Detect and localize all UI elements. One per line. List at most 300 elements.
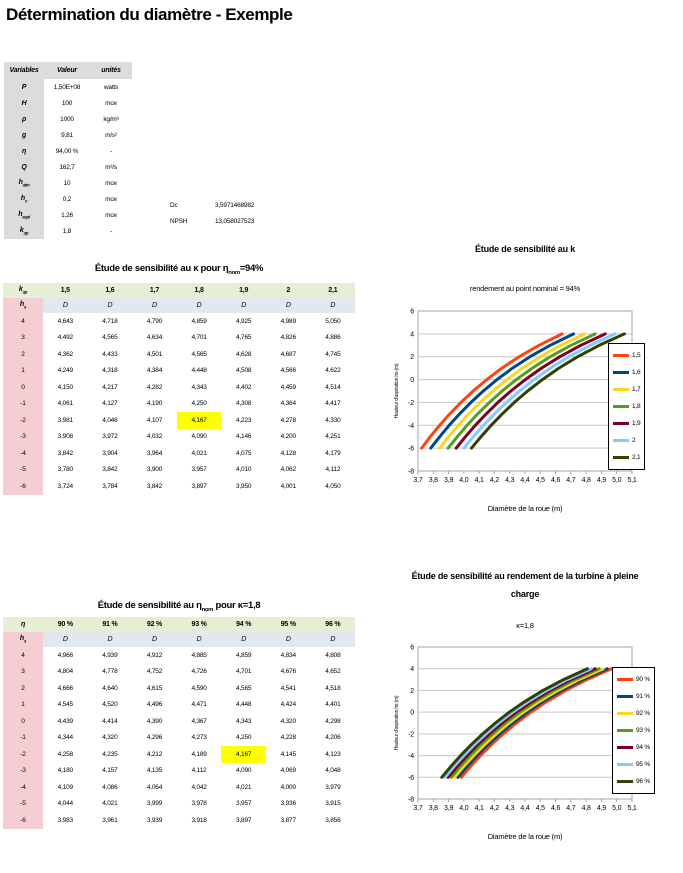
- x-tick-label: 4,9: [596, 477, 606, 484]
- variable-name-cell[interactable]: [4, 95, 44, 111]
- table-cell[interactable]: 4,212: [146, 750, 163, 758]
- x-axis-title: Diamètre de la roue (m): [487, 832, 563, 841]
- table-column-header[interactable]: 96 %: [311, 617, 356, 632]
- d-header-cell[interactable]: D: [311, 298, 356, 313]
- table-cell[interactable]: 3,842: [146, 482, 163, 490]
- table-cell[interactable]: 4,258: [57, 750, 73, 758]
- table-cell[interactable]: 4,318: [102, 367, 118, 375]
- table-cell[interactable]: 4,765: [236, 334, 252, 342]
- table-column-header[interactable]: 1,8: [177, 283, 222, 298]
- table-cell[interactable]: 4,069: [280, 767, 296, 775]
- variable-value-cell[interactable]: 1,26: [61, 211, 73, 219]
- table-cell[interactable]: 4,298: [325, 717, 341, 725]
- table-cell[interactable]: 4,885: [191, 651, 207, 659]
- table-cell[interactable]: 4,228: [280, 734, 296, 742]
- table-column-header[interactable]: 91 %: [88, 617, 133, 632]
- table-cell[interactable]: 4,123: [325, 750, 341, 758]
- table-cell[interactable]: 4,565: [236, 684, 252, 692]
- d-header-cell[interactable]: D: [221, 632, 266, 647]
- y-tick-label: -4: [408, 753, 414, 761]
- table-column-header[interactable]: 1,9: [221, 283, 266, 298]
- table-cell[interactable]: 4,135: [146, 767, 163, 775]
- variable-value-cell[interactable]: 1,50E+08: [53, 83, 81, 91]
- table-row: [3, 412, 355, 429]
- table-cell[interactable]: 3,983: [57, 816, 73, 824]
- table-cell[interactable]: 4,859: [191, 317, 207, 325]
- table-cell[interactable]: 4,042: [191, 783, 207, 791]
- legend-entry[interactable]: [617, 722, 650, 739]
- table-cell[interactable]: 4,064: [146, 783, 163, 791]
- table-row: [3, 379, 355, 396]
- variable-name-cell[interactable]: [4, 79, 44, 95]
- table-cell[interactable]: 4,718: [102, 317, 118, 325]
- variable-value-cell[interactable]: 94,00 %: [55, 147, 79, 155]
- table-cell[interactable]: 4,433: [102, 350, 118, 358]
- table-column-header[interactable]: 95 %: [266, 617, 311, 632]
- table-cell[interactable]: 4,296: [146, 734, 163, 742]
- table-cell[interactable]: 3,950: [236, 482, 252, 490]
- row-label-cell[interactable]: 1: [3, 363, 43, 380]
- y-tick-label: -4: [408, 422, 414, 430]
- table-cell[interactable]: 4,128: [280, 449, 296, 457]
- table-cell[interactable]: 4,362: [57, 350, 73, 358]
- x-tick-label: 3,7: [413, 805, 423, 812]
- npsh-value[interactable]: 13,058027523: [215, 217, 255, 225]
- table-cell[interactable]: 4,565: [191, 350, 207, 358]
- table-cell[interactable]: 4,565: [102, 334, 118, 342]
- table-cell[interactable]: 4,032: [146, 433, 163, 441]
- table-cell[interactable]: 3,964: [146, 449, 163, 457]
- table-cell[interactable]: 4,701: [236, 668, 252, 676]
- table-cell[interactable]: 4,518: [325, 684, 341, 692]
- d-header-cell[interactable]: D: [88, 632, 133, 647]
- table-cell[interactable]: 4,939: [102, 651, 118, 659]
- variable-name-cell[interactable]: [4, 127, 44, 143]
- variable-value-cell[interactable]: 0,2: [62, 195, 72, 203]
- table-cell[interactable]: 4,566: [280, 367, 296, 375]
- legend-entry[interactable]: [617, 705, 650, 722]
- legend-entry[interactable]: [613, 432, 640, 449]
- variables-header-unites[interactable]: unités: [90, 62, 132, 79]
- table-cell[interactable]: 4,448: [236, 701, 252, 709]
- table-cell[interactable]: 4,021: [102, 800, 118, 808]
- table-cell[interactable]: 4,514: [325, 383, 341, 391]
- table-cell[interactable]: 4,112: [191, 767, 207, 775]
- table-column-header[interactable]: 90 %: [43, 617, 88, 632]
- variable-row: [4, 175, 132, 191]
- table-subheader-row: [3, 298, 355, 313]
- table-row: [3, 763, 355, 780]
- chart-k-sensitivity[interactable]: [390, 238, 683, 533]
- table-cell[interactable]: 4,050: [325, 482, 341, 490]
- table-cell[interactable]: 4,778: [102, 668, 118, 676]
- table-cell[interactable]: 3,999: [146, 800, 163, 808]
- table-cell[interactable]: 4,344: [57, 734, 73, 742]
- table-cell[interactable]: 4,000: [280, 783, 296, 791]
- legend-entry[interactable]: [617, 773, 650, 790]
- row-label-cell[interactable]: -6: [3, 812, 43, 829]
- table-column-header[interactable]: 92 %: [132, 617, 177, 632]
- table-cell[interactable]: 4,343: [191, 383, 207, 391]
- table-cell[interactable]: 4,308: [236, 400, 252, 408]
- table-column-header[interactable]: 93 %: [177, 617, 222, 632]
- variable-name-cell[interactable]: [4, 175, 44, 191]
- variable-value-cell[interactable]: 9,81: [61, 131, 73, 139]
- table-cell[interactable]: 4,925: [236, 317, 252, 325]
- table-cell[interactable]: 3,915: [325, 800, 341, 808]
- table-column-header[interactable]: 2,1: [311, 283, 356, 298]
- table-cell[interactable]: 4,676: [280, 668, 296, 676]
- row-label-cell[interactable]: 0: [3, 713, 43, 730]
- row-label-cell[interactable]: 3: [3, 330, 43, 347]
- table-corner-cell[interactable]: [3, 632, 43, 647]
- table-cell[interactable]: 4,414: [102, 717, 118, 725]
- table-cell[interactable]: 4,459: [280, 383, 296, 391]
- variable-subscript: ap: [23, 230, 29, 236]
- legend-label: 2: [632, 437, 636, 444]
- table-cell[interactable]: 4,615: [146, 684, 163, 692]
- table-corner-cell[interactable]: [3, 283, 43, 298]
- y-tick-label: 6: [410, 308, 414, 316]
- row-label-cell[interactable]: -2: [3, 412, 43, 429]
- table-cell[interactable]: 4,150: [57, 383, 73, 391]
- d-header-cell[interactable]: D: [266, 632, 311, 647]
- table-cell[interactable]: 4,217: [102, 383, 118, 391]
- variables-header-variables[interactable]: Variables: [4, 62, 44, 79]
- table-cell[interactable]: 4,044: [57, 800, 73, 808]
- d-header-cell[interactable]: D: [43, 632, 88, 647]
- table-cell[interactable]: 4,062: [280, 466, 296, 474]
- row-label-cell[interactable]: 2: [3, 346, 43, 363]
- variable-value-cell[interactable]: 1000: [60, 115, 74, 123]
- table-cell[interactable]: 4,402: [236, 383, 252, 391]
- variable-row: [4, 223, 132, 239]
- table-cell[interactable]: 4,273: [191, 734, 207, 742]
- table-cell[interactable]: 3,972: [102, 433, 118, 441]
- variable-unit-cell[interactable]: mce: [105, 211, 117, 219]
- npsh-row: [170, 213, 254, 229]
- row-label-cell[interactable]: -2: [3, 746, 43, 763]
- d-header-cell[interactable]: D: [43, 298, 88, 313]
- table-cell[interactable]: 3,842: [102, 466, 118, 474]
- variable-name-cell[interactable]: [4, 207, 44, 223]
- row-label-cell[interactable]: -5: [3, 462, 43, 479]
- legend-entry[interactable]: [613, 347, 640, 364]
- table-cell[interactable]: 3,897: [191, 482, 207, 490]
- table-cell[interactable]: 3,842: [57, 449, 73, 457]
- variable-unit-cell[interactable]: mce: [105, 99, 117, 107]
- row-label-cell[interactable]: -4: [3, 445, 43, 462]
- table-cell[interactable]: 4,628: [236, 350, 252, 358]
- page-title: Détermination du diamètre - Exemple: [6, 5, 293, 24]
- legend-entry[interactable]: [617, 671, 650, 688]
- table-cell[interactable]: 4,687: [280, 350, 296, 358]
- table-column-header[interactable]: 1,7: [132, 283, 177, 298]
- legend-entry[interactable]: [613, 415, 640, 432]
- variable-row: [4, 207, 132, 223]
- variable-unit-cell[interactable]: mce: [105, 195, 117, 203]
- table-cell[interactable]: 4,701: [191, 334, 207, 342]
- legend-entry[interactable]: [613, 364, 640, 381]
- table-cell[interactable]: 4,179: [325, 449, 341, 457]
- table-cell[interactable]: 4,107: [146, 416, 163, 424]
- table-cell[interactable]: 4,021: [236, 783, 252, 791]
- table-cell[interactable]: 4,250: [191, 400, 207, 408]
- legend-label: 92 %: [636, 710, 651, 717]
- table-cell[interactable]: 4,912: [146, 651, 163, 659]
- d-header-cell[interactable]: D: [177, 298, 222, 313]
- variable-name-cell[interactable]: [4, 143, 44, 159]
- x-tick-label: 4,6: [551, 477, 561, 484]
- table-cell[interactable]: 4,471: [191, 701, 207, 709]
- row-label-cell[interactable]: 2: [3, 680, 43, 697]
- table-cell[interactable]: 3,904: [102, 449, 118, 457]
- table-cell[interactable]: 4,021: [191, 449, 207, 457]
- table-cell[interactable]: 3,957: [236, 800, 252, 808]
- legend-entry[interactable]: [617, 688, 650, 705]
- variable-value-cell[interactable]: 10: [63, 179, 71, 187]
- table-cell[interactable]: 4,367: [191, 717, 207, 725]
- table-cell[interactable]: 4,001: [280, 482, 296, 490]
- variable-name-cell[interactable]: [4, 223, 44, 239]
- table-cell[interactable]: 4,590: [191, 684, 207, 692]
- table-cell[interactable]: 4,086: [102, 783, 118, 791]
- table-cell[interactable]: 4,249: [57, 367, 73, 375]
- table-cell[interactable]: 4,206: [325, 734, 341, 742]
- table-cell[interactable]: 4,200: [280, 433, 296, 441]
- y-tick-label: -8: [408, 796, 414, 804]
- table-cell[interactable]: 4,390: [146, 717, 163, 725]
- table-cell[interactable]: 4,146: [236, 433, 252, 441]
- table-cell[interactable]: 4,384: [146, 367, 163, 375]
- table-cell[interactable]: 4,439: [57, 717, 73, 725]
- y-axis-title: Hauteur d'aspiration hs (m): [394, 363, 400, 419]
- table-cell[interactable]: 3,918: [191, 816, 207, 824]
- table-cell[interactable]: 4,804: [57, 668, 73, 676]
- table-cell[interactable]: 4,808: [325, 651, 341, 659]
- table-cell[interactable]: 4,048: [325, 767, 341, 775]
- variable-unit-cell[interactable]: -: [110, 227, 112, 235]
- variables-header-valeur[interactable]: Valeur: [44, 62, 90, 79]
- table-cell[interactable]: 3,856: [325, 816, 341, 824]
- legend-entry[interactable]: [613, 449, 640, 466]
- x-tick-label: 4,6: [551, 805, 561, 812]
- table-cell[interactable]: 4,320: [102, 734, 118, 742]
- d-header-cell[interactable]: D: [266, 298, 311, 313]
- variable-unit-cell[interactable]: kg/m³: [103, 115, 119, 123]
- table-cell[interactable]: 4,508: [236, 367, 252, 375]
- variable-name-cell[interactable]: [4, 111, 44, 127]
- row-label-cell[interactable]: 3: [3, 664, 43, 681]
- dc-label[interactable]: Dc: [170, 201, 178, 209]
- table-cell[interactable]: 3,908: [57, 433, 73, 441]
- table-cell[interactable]: 3,900: [146, 466, 163, 474]
- table-corner-cell[interactable]: [3, 298, 43, 313]
- table-cell[interactable]: 3,784: [102, 482, 118, 490]
- table-cell[interactable]: 4,666: [57, 684, 73, 692]
- table-corner-cell[interactable]: [3, 617, 43, 632]
- table-cell[interactable]: 4,520: [102, 701, 118, 709]
- variables-table: [4, 62, 132, 239]
- variable-symbol: g: [21, 131, 27, 139]
- table-cell[interactable]: 4,109: [57, 783, 73, 791]
- table-cell[interactable]: 4,364: [280, 400, 296, 408]
- table1-title: Étude de sensibilité au κ pour $\eta_{nom}=94\%$: [94, 263, 264, 276]
- table-cell[interactable]: 4,223: [236, 416, 252, 424]
- table-cell[interactable]: 4,790: [146, 317, 163, 325]
- variable-name-cell[interactable]: [4, 159, 44, 175]
- table-cell[interactable]: 4,330: [325, 416, 341, 424]
- table-cell[interactable]: 3,979: [325, 783, 341, 791]
- y-tick-label: 4: [410, 666, 414, 674]
- variable-unit-cell[interactable]: m/s²: [105, 131, 117, 139]
- variable-subscript: s: [23, 304, 27, 310]
- legend-label: 1,6: [632, 369, 641, 376]
- table-column-header[interactable]: 1,6: [88, 283, 133, 298]
- variable-unit-cell[interactable]: mce: [105, 179, 117, 187]
- table-column-header[interactable]: 2: [266, 283, 311, 298]
- legend-entry[interactable]: [613, 381, 640, 398]
- table-cell[interactable]: 3,877: [280, 816, 296, 824]
- table-cell[interactable]: 4,640: [102, 684, 118, 692]
- row-label-cell[interactable]: 4: [3, 647, 43, 664]
- table-cell[interactable]: 3,961: [102, 816, 118, 824]
- variable-unit-cell[interactable]: watts: [103, 83, 119, 91]
- table-cell[interactable]: 3,936: [280, 800, 296, 808]
- table-cell[interactable]: 4,180: [57, 767, 73, 775]
- table-cell[interactable]: 4,090: [191, 433, 207, 441]
- table-cell[interactable]: 4,046: [102, 416, 118, 424]
- table-cell[interactable]: 4,190: [146, 400, 163, 408]
- row-label-cell[interactable]: -3: [3, 429, 43, 446]
- table-cell[interactable]: 4,966: [57, 651, 73, 659]
- table-cell[interactable]: 3,981: [57, 416, 73, 424]
- table-cell[interactable]: 4,541: [280, 684, 296, 692]
- legend-entry[interactable]: [617, 739, 650, 756]
- table-cell[interactable]: 4,492: [57, 334, 73, 342]
- table-cell[interactable]: 3,724: [57, 482, 73, 490]
- table-cell[interactable]: 4,189: [191, 750, 207, 758]
- row-label-cell[interactable]: -1: [3, 396, 43, 413]
- table-cell[interactable]: 4,250: [236, 734, 252, 742]
- table-cell[interactable]: 4,726: [191, 668, 207, 676]
- table-cell[interactable]: 4,859: [236, 651, 252, 659]
- table-cell[interactable]: 4,448: [191, 367, 207, 375]
- table-cell[interactable]: 4,010: [236, 466, 252, 474]
- variable-unit-cell[interactable]: m³/s: [105, 163, 117, 171]
- row-label-cell[interactable]: 1: [3, 697, 43, 714]
- table-cell[interactable]: 4,278: [280, 416, 296, 424]
- table-cell[interactable]: 4,417: [325, 400, 341, 408]
- x-tick-label: 4,0: [459, 477, 469, 484]
- legend-label: 1,9: [632, 420, 641, 427]
- npsh-label[interactable]: NPSH: [170, 217, 188, 225]
- table-cell[interactable]: 4,320: [280, 717, 296, 725]
- table-cell[interactable]: 5,050: [325, 317, 341, 325]
- d-header-cell[interactable]: D: [177, 632, 222, 647]
- table-cell[interactable]: 4,127: [102, 400, 118, 408]
- y-tick-label: 4: [410, 331, 414, 339]
- row-label-cell[interactable]: -5: [3, 796, 43, 813]
- x-tick-label: 4,1: [474, 477, 484, 484]
- chart-eta-sensitivity[interactable]: [390, 568, 683, 868]
- table-cell[interactable]: 3,957: [191, 466, 207, 474]
- variable-name-cell[interactable]: [4, 191, 44, 207]
- table-cell[interactable]: 4,112: [325, 466, 341, 474]
- table-cell[interactable]: 4,343: [236, 717, 252, 725]
- table-cell[interactable]: 4,075: [236, 449, 252, 457]
- table-cell[interactable]: 4,634: [146, 334, 163, 342]
- table-cell[interactable]: 4,643: [57, 317, 73, 325]
- table-cell[interactable]: 4,989: [280, 317, 296, 325]
- d-header-cell[interactable]: D: [132, 298, 177, 313]
- table-row: [3, 313, 355, 330]
- legend-entry[interactable]: [617, 756, 650, 773]
- table-cell[interactable]: 3,939: [146, 816, 163, 824]
- table-column-header[interactable]: 94 %: [221, 617, 266, 632]
- table-cell[interactable]: 3,780: [57, 466, 73, 474]
- table-cell[interactable]: 4,622: [325, 367, 341, 375]
- table-cell[interactable]: 4,496: [146, 701, 163, 709]
- table-cell[interactable]: 4,501: [146, 350, 163, 358]
- table-cell[interactable]: 4,652: [325, 668, 341, 676]
- variable-value-cell[interactable]: 1,8: [62, 227, 72, 235]
- table-cell[interactable]: 4,157: [102, 767, 118, 775]
- legend-swatch: [617, 712, 633, 715]
- table-cell[interactable]: 4,424: [280, 701, 296, 709]
- row-label-cell[interactable]: -4: [3, 779, 43, 796]
- d-header-cell[interactable]: D: [311, 632, 356, 647]
- table-cell[interactable]: 4,251: [325, 433, 341, 441]
- table-cell[interactable]: 4,090: [236, 767, 252, 775]
- d-header-cell[interactable]: D: [88, 298, 133, 313]
- highlighted-cell[interactable]: 4,167: [177, 412, 222, 429]
- table-cell[interactable]: 4,545: [57, 701, 73, 709]
- legend-entry[interactable]: [613, 398, 640, 415]
- dc-value[interactable]: 3,5971468982: [215, 201, 255, 209]
- table-cell[interactable]: 4,745: [325, 350, 341, 358]
- legend-label: 1,5: [632, 352, 641, 359]
- table-cell[interactable]: 4,282: [146, 383, 163, 391]
- table-cell[interactable]: 3,897: [236, 816, 252, 824]
- variable-unit-cell[interactable]: -: [110, 147, 112, 155]
- legend-swatch: [613, 439, 629, 442]
- row-label-cell[interactable]: -6: [3, 478, 43, 495]
- table-cell[interactable]: 4,752: [146, 668, 163, 676]
- row-label-cell[interactable]: 0: [3, 379, 43, 396]
- d-header-cell[interactable]: D: [221, 298, 266, 313]
- table-cell[interactable]: 4,834: [280, 651, 296, 659]
- variable-value-cell[interactable]: 100: [61, 99, 73, 107]
- row-label-cell[interactable]: 4: [3, 313, 43, 330]
- table-cell[interactable]: 4,235: [102, 750, 118, 758]
- x-axis-title: Diamètre de la roue (m): [487, 504, 563, 513]
- table-cell[interactable]: 3,978: [191, 800, 207, 808]
- table-cell[interactable]: 4,145: [280, 750, 296, 758]
- table-column-header[interactable]: 1,5: [43, 283, 88, 298]
- row-label-cell[interactable]: -3: [3, 763, 43, 780]
- x-tick-label: 3,8: [428, 477, 438, 484]
- row-label-cell[interactable]: -1: [3, 730, 43, 747]
- legend-swatch: [617, 695, 633, 698]
- highlighted-cell[interactable]: 4,167: [221, 746, 266, 763]
- variable-value-cell[interactable]: 162,7: [59, 163, 75, 171]
- table-cell[interactable]: 4,061: [57, 400, 73, 408]
- table-cell[interactable]: 4,886: [325, 334, 341, 342]
- table-cell[interactable]: 4,826: [280, 334, 296, 342]
- d-header-cell[interactable]: D: [132, 632, 177, 647]
- table-cell[interactable]: 4,401: [325, 701, 341, 709]
